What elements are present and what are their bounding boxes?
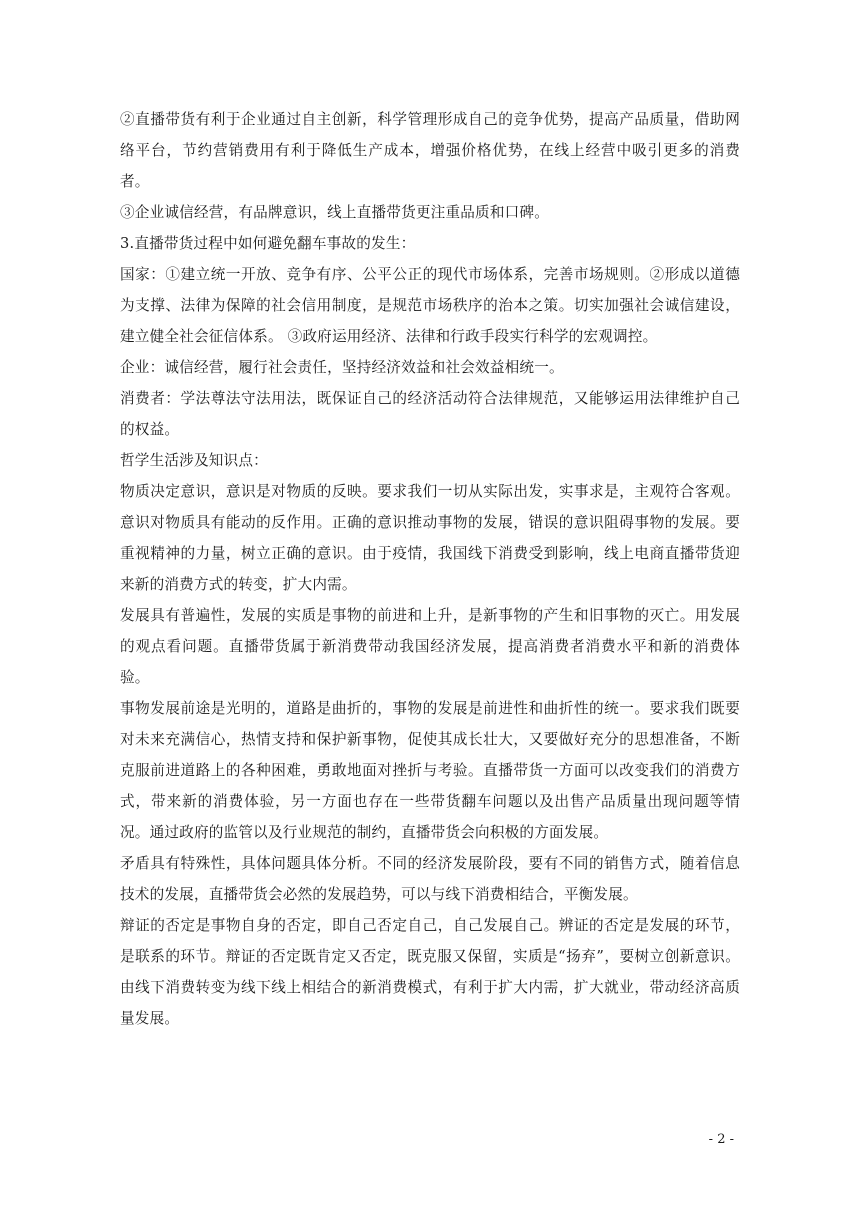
- paragraph: 物质决定意识，意识是对物质的反映。要求我们一切从实际出发，实事求是，主观符合客观。意识对物质具有能动的反作用。正确的意识推动事物的发展，错误的意识阻碍事物的发展。要重视精神的力量，树立正确的意识。由于疫情，我国线下消费受到影响，线上电商直播带货迎来新的消费方式的转变，扩大内需。: [120, 483, 740, 593]
- paragraph: 辩证的否定是事物自身的否定，即自己否定自己，自己发展自己。辨证的否定是发展的环节，是联系的环节。辩证的否定既肯定又否定，既克服又保留，实质是“扬弃”，要树立创新意识。由线下消费转变为线下线上相结合的新消费模式，有利于扩大内需，扩大就业，带动经济高质量发展。: [120, 917, 740, 1027]
- paragraph: 3.直播带货过程中如何避免翻车事故的发生：: [120, 235, 416, 252]
- page-number: - 2 -: [708, 1132, 734, 1147]
- paragraph: 哲学生活涉及知识点：: [120, 452, 268, 469]
- paragraph: 矛盾具有特殊性，具体问题具体分析。不同的经济发展阶段，要有不同的销售方式，随着信息技术的发展，直播带货会必然的发展趋势，可以与线下消费相结合，平衡发展。: [120, 855, 740, 903]
- paragraph: 国家：①建立统一开放、竞争有序、公平公正的现代市场体系，完善市场规则。②形成以道德为支撑、法律为保障的社会信用制度，是规范市场秩序的治本之策。切实加强社会诚信建设，建立健全社会征信体系。 ③政府运用经济、法律和行政手段实行科学的宏观调控。: [120, 266, 740, 345]
- paragraph: 发展具有普遍性，发展的实质是事物的前进和上升，是新事物的产生和旧事物的灭亡。用发展的观点看问题。直播带货属于新消费带动我国经济发展，提高消费者消费水平和新的消费体验。: [120, 607, 740, 686]
- paragraph: 消费者：学法尊法守法用法，既保证自己的经济活动符合法律规范，又能够运用法律维护自己的权益。: [120, 390, 740, 438]
- paragraph: 事物发展前途是光明的，道路是曲折的，事物的发展是前进性和曲折性的统一。要求我们既要对未来充满信心，热情支持和保护新事物，促使其成长壮大，又要做好充分的思想准备，不断克服前进道路上的各种困难，勇敢地面对挫折与考验。直播带货一方面可以改变我们的消费方式，带来新的消费体验，另一方面也存在一些带货翻车问题以及出售产品质量出现问题等情况。通过政府的监管以及行业规范的制约，直播带货会向积极的方面发展。: [120, 700, 740, 841]
- paragraph: 企业：诚信经营，履行社会责任，坚持经济效益和社会效益相统一。: [120, 359, 564, 376]
- paragraph: ②直播带货有利于企业通过自主创新，科学管理形成自己的竞争优势，提高产品质量，借助网络平台，节约营销费用有利于降低生产成本，增强价格优势，在线上经营中吸引更多的消费者。: [120, 111, 740, 190]
- document-body: [120, 104, 740, 1034]
- paragraph: ③企业诚信经营，有品牌意识，线上直播带货更注重品质和口碑。: [120, 204, 550, 221]
